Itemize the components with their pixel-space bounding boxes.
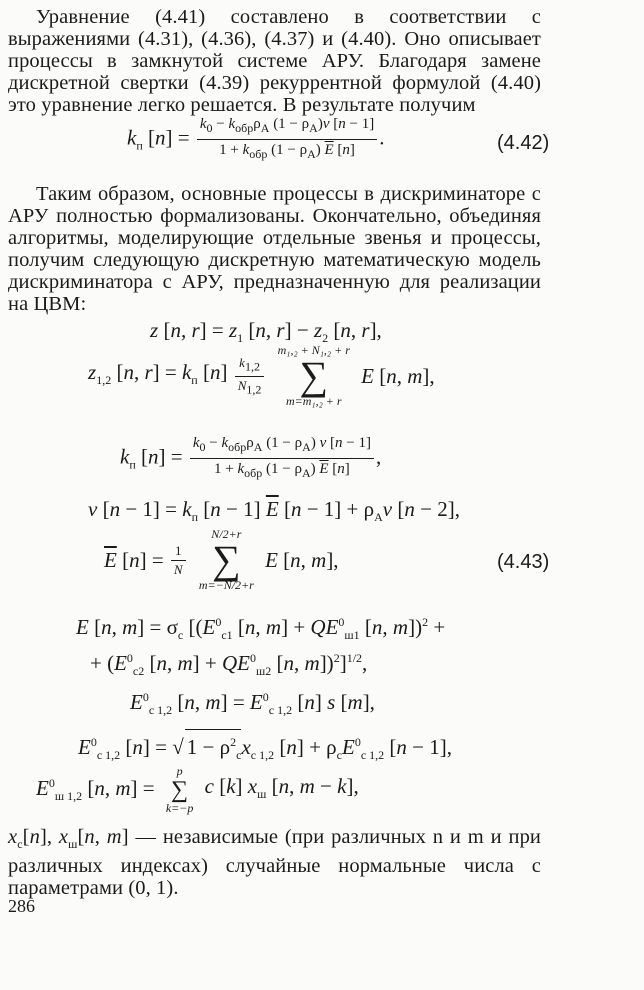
- equation-e0-c-recursive: $E^0_{с 1,2}$ [n] = √ $1 - \rho^2_сx_{с 1,2}$ $[n] + \rho_сE^0_{с 1,2}$ [n − 1],: [78, 729, 452, 767]
- equation-v: v $[n - 1] = k_п$ [n − 1] $\overline{E}$ $[n - 1] + \rho_Аv$ [n − 2],: [88, 497, 460, 525]
- equation-number-4-43: (4.43): [497, 551, 550, 573]
- summation-3: p ∑ k=−p: [165, 764, 194, 815]
- equation-z12: $z_{1,2}$ [n, $r] = k_п$ [n] $\frac{k_{1,2}}{N_{1,2}}$ m₁,₂ + N₁,₂ + r ∑ m=m₁,₂ + r E [n, m],: [88, 343, 435, 408]
- page-number: 286: [8, 896, 35, 916]
- equation-kp: $k_п$ [n] = $\frac{k_0 - k_{обр}\rho_А (1 - \rho_А) v [n - 1]}{1 + k_{обр} (1 - \rho_А) \overline{E} [n]}$ ,: [120, 435, 382, 480]
- equation-number-4-42: (4.42): [497, 132, 550, 154]
- equation-e-nm: E [n, $m] = \sigma_с$ [($E^0_{с1}$ [n, $m] + QE^0_{ш1}$ [n, m])$^2$ +: [76, 615, 446, 643]
- paragraph-model: Таким образом, основные процессы в дискриминаторе с АРУ полностью формализованы. Окончательно, объединяя алгоритмы, моделирующие отдельные звенья и процессы, получим следующую дискретную математическую модель дискриминатора с АРУ, предназначенную для реализации на ЦВМ:: [8, 183, 541, 315]
- summation-2: N/2+r ∑ m=−N/2+r: [198, 527, 254, 592]
- equation-z: z [n, $r] = z_1$ [n, $r] - z_2$ [n, r],: [150, 318, 382, 346]
- equation-e-nm-cont: + ($E^0_{с2}$ [n, $m] + QE^0_{ш2}$ [n, m])$^2$]$^{1/2}$,: [90, 651, 368, 679]
- summation-1: m₁,₂ + N₁,₂ + r ∑ m=m₁,₂ + r: [277, 343, 350, 408]
- fraction-4-42: $\frac{k_0 - k_{обр}\rho_А (1 - \rho_А)v [n - 1]}{1 + k_{обр} (1 - \rho_А) \overline{E} [n]}$: [197, 116, 377, 163]
- paragraph-intro: Уравнение (4.41) составлено в соответствии с выражениями (4.31), (4.36), (4.37) и (4.40). Оно описывает процессы в замкнутой системе АРУ. Благодаря замене дискретной свертки (4.39) рекуррентной формулой (4.40) это уравнение легко решается. В результате получим: [8, 6, 541, 116]
- equation-e0-c: $E^0_{с 1,2}$ [n, $m] = E^0_{с 1,2}$ [n] s [m],: [130, 690, 375, 718]
- equation-e0-noise: $E^0_{ш 1,2}$ [n, m] = p ∑ k=−p c [k] $x_ш$ [n, m − k],: [36, 764, 359, 815]
- paragraph-closing: $x_с[n]$, $x_ш[n$, m] — независимые (при различных n и m и при различных индексах) случайные нормальные числа с параметрами (0, 1).: [8, 826, 542, 900]
- equation-e-mean: $\overline{E}$ [n] = $\frac{1}{N}$ N/2+r ∑ m=−N/2+r E [n, m],: [104, 527, 339, 592]
- equation-4-42: $k_п$ [n] = $\frac{k_0 - k_{обр}\rho_А (1 - \rho_А)v [n - 1]}{1 + k_{обр} (1 - \rho_А) \overline{E} [n]}$ .: [127, 116, 385, 161]
